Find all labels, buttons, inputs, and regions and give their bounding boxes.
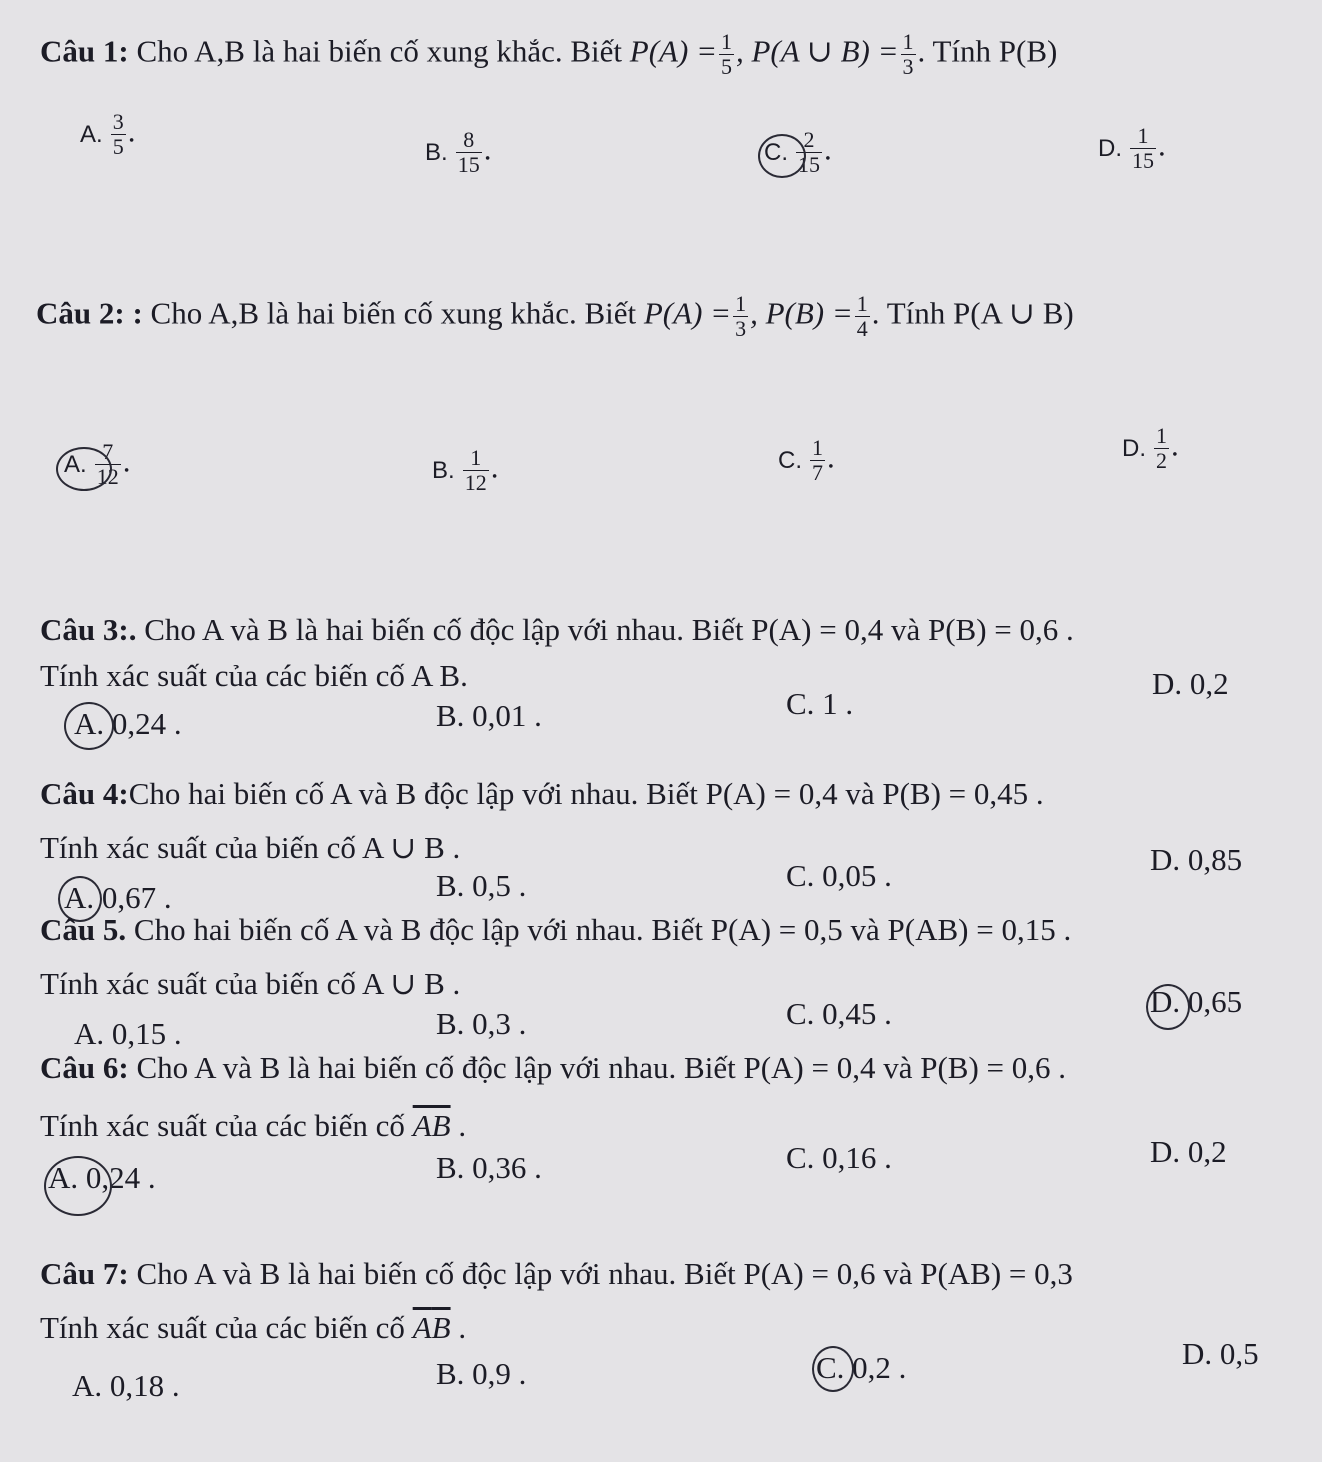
q7-option-a[interactable]: A. 0,18 .	[72, 1368, 180, 1403]
q3-option-a[interactable]: A. 0,24 .	[74, 706, 182, 741]
q5-option-b[interactable]: B. 0,3 .	[436, 1006, 527, 1041]
q1-number: Câu 1:	[40, 33, 129, 69]
q5-number: Câu 5.	[40, 912, 127, 947]
q1-option-d[interactable]: D. $\frac{1}{15}$ .	[1098, 123, 1166, 173]
q5-option-c[interactable]: C. 0,45 .	[786, 996, 892, 1031]
q1-option-c[interactable]: C. $\frac{2}{15}$ .	[764, 127, 832, 177]
q5-option-a[interactable]: A. 0,15 .	[74, 1016, 182, 1051]
q6-option-a[interactable]: A. 0,24 .	[48, 1160, 156, 1195]
q1-option-a[interactable]: A. $\frac{3}{5}$ .	[80, 109, 136, 159]
q1-pa-fraction: $\frac{1}{5}$	[720, 29, 732, 79]
q7-stem: Câu 7: Cho A và B là hai biến cố độc lập với nhau. Biết P(A) = 0,6 và P(AB) = 0,3	[40, 1256, 1073, 1291]
q3-option-c[interactable]: C. 1 .	[786, 686, 854, 721]
q2-option-d[interactable]: D. $\frac{1}{2}$ .	[1122, 423, 1179, 473]
q7-option-d[interactable]: D. 0,5	[1182, 1336, 1259, 1371]
q1-pab-fraction: $\frac{1}{3}$	[902, 29, 914, 79]
q7-prompt: Tính xác suất của các biến cố $\overline{A}\overline{B}$ .	[40, 1310, 467, 1345]
q5-prompt: Tính xác suất của biến cố A ∪ B .	[40, 966, 461, 1001]
q6-option-c[interactable]: C. 0,16 .	[786, 1140, 892, 1175]
q6-option-d[interactable]: D. 0,2	[1150, 1134, 1227, 1169]
q2-option-a[interactable]: A. $\frac{7}{12}$ .	[64, 439, 131, 489]
q5-stem: Câu 5. Cho hai biến cố A và B độc lập với nhau. Biết P(A) = 0,5 và P(AB) = 0,15 .	[40, 912, 1072, 947]
q7-number: Câu 7:	[40, 1256, 129, 1291]
q4-option-d[interactable]: D. 0,85	[1150, 842, 1243, 877]
q6-number: Câu 6:	[40, 1050, 129, 1085]
q2-pb-fraction: $\frac{1}{4}$	[856, 291, 868, 341]
q4-option-b[interactable]: B. 0,5 .	[436, 868, 527, 903]
q3-number: Câu 3:.	[40, 612, 137, 647]
q4-number: Câu 4:	[40, 776, 129, 811]
q1-option-b[interactable]: B. $\frac{8}{15}$ .	[425, 127, 492, 177]
q2-option-c[interactable]: C. $\frac{1}{7}$ .	[778, 435, 835, 485]
q7-option-c[interactable]: C. 0,2 .	[816, 1350, 907, 1385]
q3-prompt: Tính xác suất của các biến cố A B.	[40, 658, 468, 693]
q4-option-c[interactable]: C. 0,05 .	[786, 858, 892, 893]
q2-number: Câu 2: :	[36, 295, 143, 331]
q6-stem: Câu 6: Cho A và B là hai biến cố độc lập với nhau. Biết P(A) = 0,4 và P(B) = 0,6 .	[40, 1050, 1067, 1085]
q5-option-d[interactable]: D. 0,65	[1150, 984, 1243, 1019]
q1-stem: Câu 1: Cho A,B là hai biến cố xung khắc. Biết P(A) = $\frac{1}{5}$ , P(A ∪ B) = $\frac{1}{3}$ . Tính P(B)	[40, 29, 1058, 79]
q2-option-b[interactable]: B. $\frac{1}{12}$ .	[432, 445, 499, 495]
q2-pa-fraction: $\frac{1}{3}$	[735, 291, 747, 341]
q4-option-a[interactable]: A. 0,67 .	[64, 880, 172, 915]
q3-option-d[interactable]: D. 0,2	[1152, 666, 1229, 701]
q6-option-b[interactable]: B. 0,36 .	[436, 1150, 542, 1185]
q4-prompt: Tính xác suất của biến cố A ∪ B .	[40, 830, 461, 865]
q4-stem: Câu 4:Cho hai biến cố A và B độc lập với nhau. Biết P(A) = 0,4 và P(B) = 0,45 .	[40, 776, 1044, 811]
q6-prompt: Tính xác suất của các biến cố $\overline{AB}$ .	[40, 1108, 467, 1143]
q3-option-b[interactable]: B. 0,01 .	[436, 698, 542, 733]
q2-stem: Câu 2: : Cho A,B là hai biến cố xung khắc. Biết P(A) = $\frac{1}{3}$ , P(B) = $\frac{1}{4}$ . Tính P(A ∪ B)	[36, 291, 1074, 341]
q7-option-b[interactable]: B. 0,9 .	[436, 1356, 527, 1391]
q3-stem: Câu 3:. Cho A và B là hai biến cố độc lập với nhau. Biết P(A) = 0,4 và P(B) = 0,6 .	[40, 612, 1074, 647]
